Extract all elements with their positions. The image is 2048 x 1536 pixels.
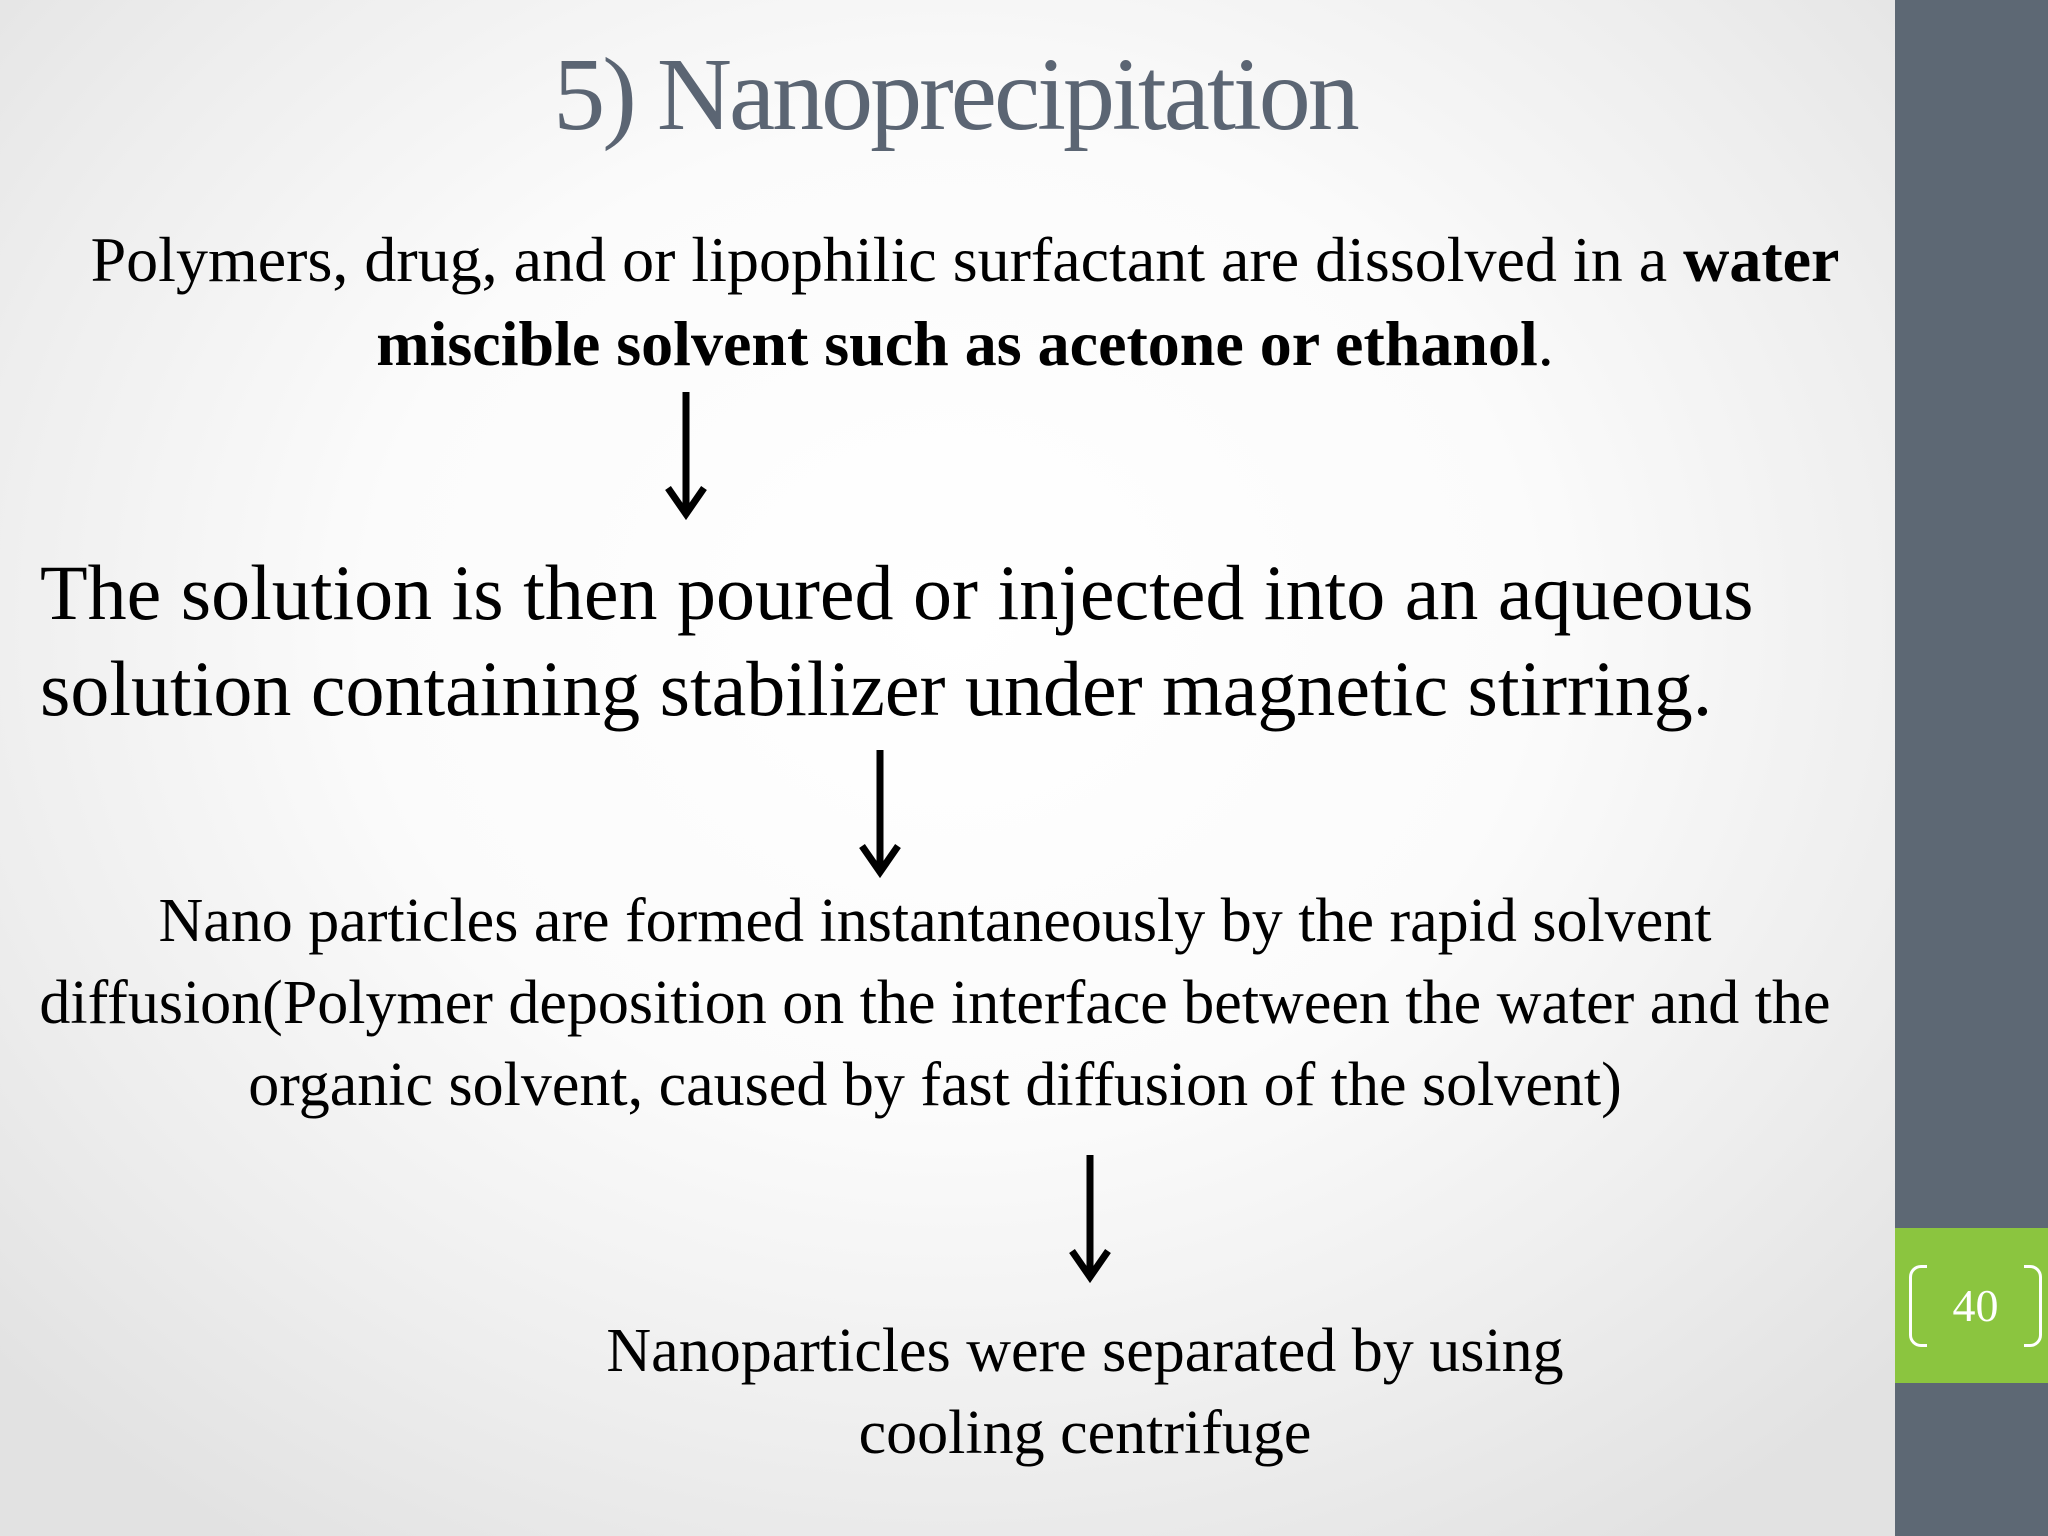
page-number: 40 <box>1952 1280 1999 1331</box>
step-2-text: The solution is then poured or injected into an aqueous solution containing stabilizer under magnetic stirring. <box>40 549 1754 732</box>
page-number-badge <box>1895 1228 2048 1383</box>
step-3-text: Nano particles are formed instantaneously by the rapid solvent diffusion(Polymer deposition on the interface between the water and the organic solvent, caused by fast diffusion of the solvent) <box>39 887 1831 1119</box>
step-1-plain: Polymers, drug, and or lipophilic surfactant are dissolved in a <box>90 224 1684 295</box>
step-1-text <box>20 218 1910 386</box>
slide-title: 5) Nanoprecipitation <box>553 37 1357 152</box>
arrow-down-icon <box>1068 1155 1112 1285</box>
arrow-down-icon <box>858 750 902 880</box>
arrow-down-icon <box>664 392 708 522</box>
step-1-end: . <box>1537 308 1554 379</box>
bracket-right-icon <box>2024 1265 2042 1347</box>
step-4-text: Nanoparticles were separated by using cooling centrifuge <box>606 1317 1564 1467</box>
step-1-bold: water miscible solvent such as acetone or ethanol <box>376 224 1840 379</box>
bracket-left-icon <box>1909 1265 1927 1347</box>
